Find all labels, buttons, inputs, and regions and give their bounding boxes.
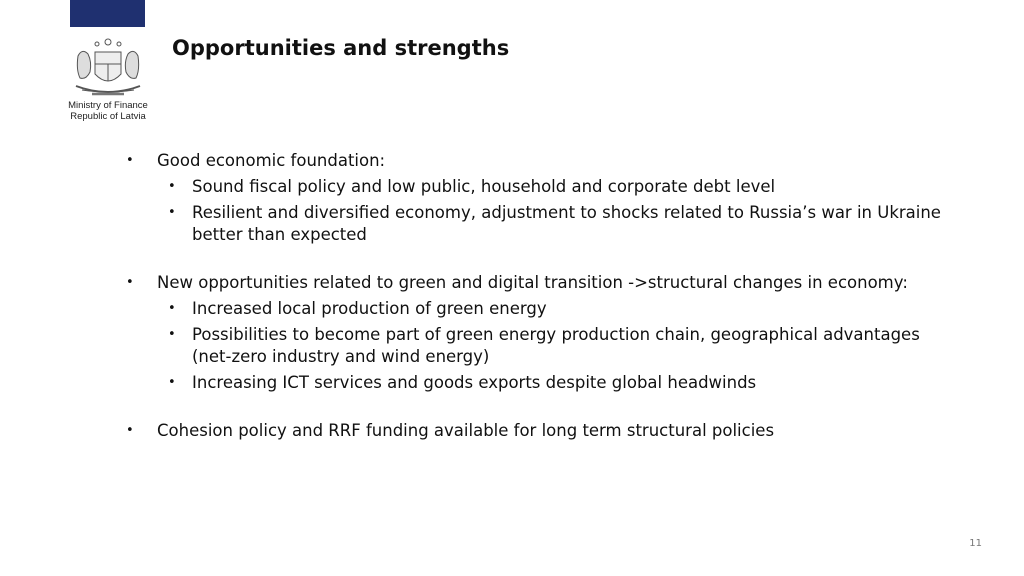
slide-content <box>126 150 956 468</box>
sub-bullet-item: • Possibilities to become part of green energy production chain, geographical advantages (net-zero industry and wind energy) <box>157 324 956 368</box>
sub-bullet-item: • Increased local production of green energy <box>157 298 956 320</box>
bullet-text: New opportunities related to green and digital transition ->structural changes in economy: <box>157 273 908 292</box>
ministry-name: Ministry of Finance <box>68 100 148 111</box>
bullet-item <box>126 420 956 442</box>
bullet-text: Good economic foundation: <box>157 151 386 170</box>
brand-color-bar <box>70 0 145 27</box>
ministry-label <box>50 100 166 122</box>
latvia-coat-of-arms-icon <box>64 36 152 100</box>
sub-bullet-item: • Resilient and diversified economy, adjustment to shocks related to Russia’s war in Ukraine better than expected <box>157 202 956 246</box>
sub-bullet-list <box>157 298 956 394</box>
bullet-text: Cohesion policy and RRF funding available for long term structural policies <box>157 421 775 440</box>
page-number: 11 <box>969 538 982 549</box>
slide-title: Opportunities and strengths <box>172 36 510 60</box>
bullet-list <box>126 150 956 442</box>
bullet-item <box>126 272 956 394</box>
sub-bullet-list <box>157 176 956 246</box>
sub-bullet-item: • Increasing ICT services and goods exports despite global headwinds <box>157 372 956 394</box>
bullet-item <box>126 150 956 246</box>
sub-bullet-item: • Sound fiscal policy and low public, household and corporate debt level <box>157 176 956 198</box>
ministry-country: Republic of Latvia <box>70 111 146 122</box>
